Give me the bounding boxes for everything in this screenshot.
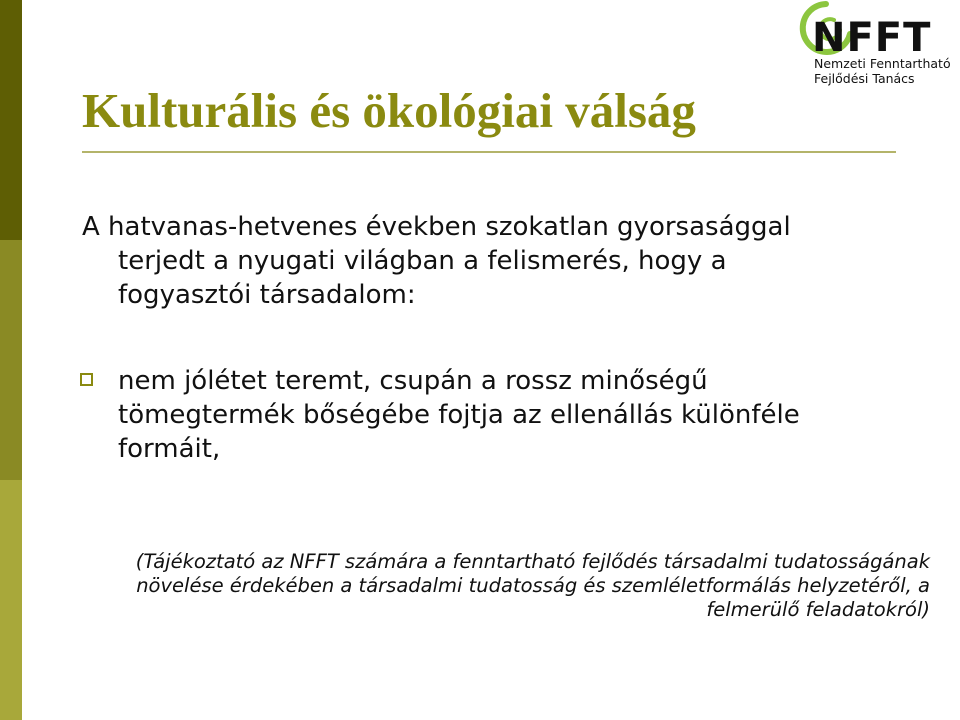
logo-subtitle-line-2: Fejlődési Tanács — [814, 71, 915, 86]
logo-subtitle-line-1: Nemzeti Fenntartható — [814, 56, 951, 71]
intro-paragraph: A hatvanas-hetvenes években szokatlan gyorsasággal terjedt a nyugati világban a felismerés, hogy a fogyasztói társadalom: — [82, 212, 791, 310]
left-band-bottom — [0, 480, 22, 720]
left-band-middle — [0, 240, 22, 480]
slide-title: Kulturális és ökológiai válság — [82, 83, 696, 138]
logo-mark: NFFT — [812, 15, 932, 61]
left-band-top — [0, 0, 22, 240]
square-bullet-icon — [80, 373, 93, 386]
bullet-text: nem jólétet teremt, csupán a rossz minőségű tömegtermék bőségébe fojtja az ellenállás különféle formáit, — [118, 366, 800, 464]
title-divider — [82, 151, 896, 153]
source-note: (Tájékoztató az NFFT számára a fenntartható fejlődés társadalmi tudatosságának növelése érdekében a társadalmi tudatosság és szemléletformálás helyzetéről, a felmerülő feladatokról) — [135, 550, 930, 621]
bullet-item — [80, 364, 840, 466]
nfft-logo — [796, 0, 960, 92]
